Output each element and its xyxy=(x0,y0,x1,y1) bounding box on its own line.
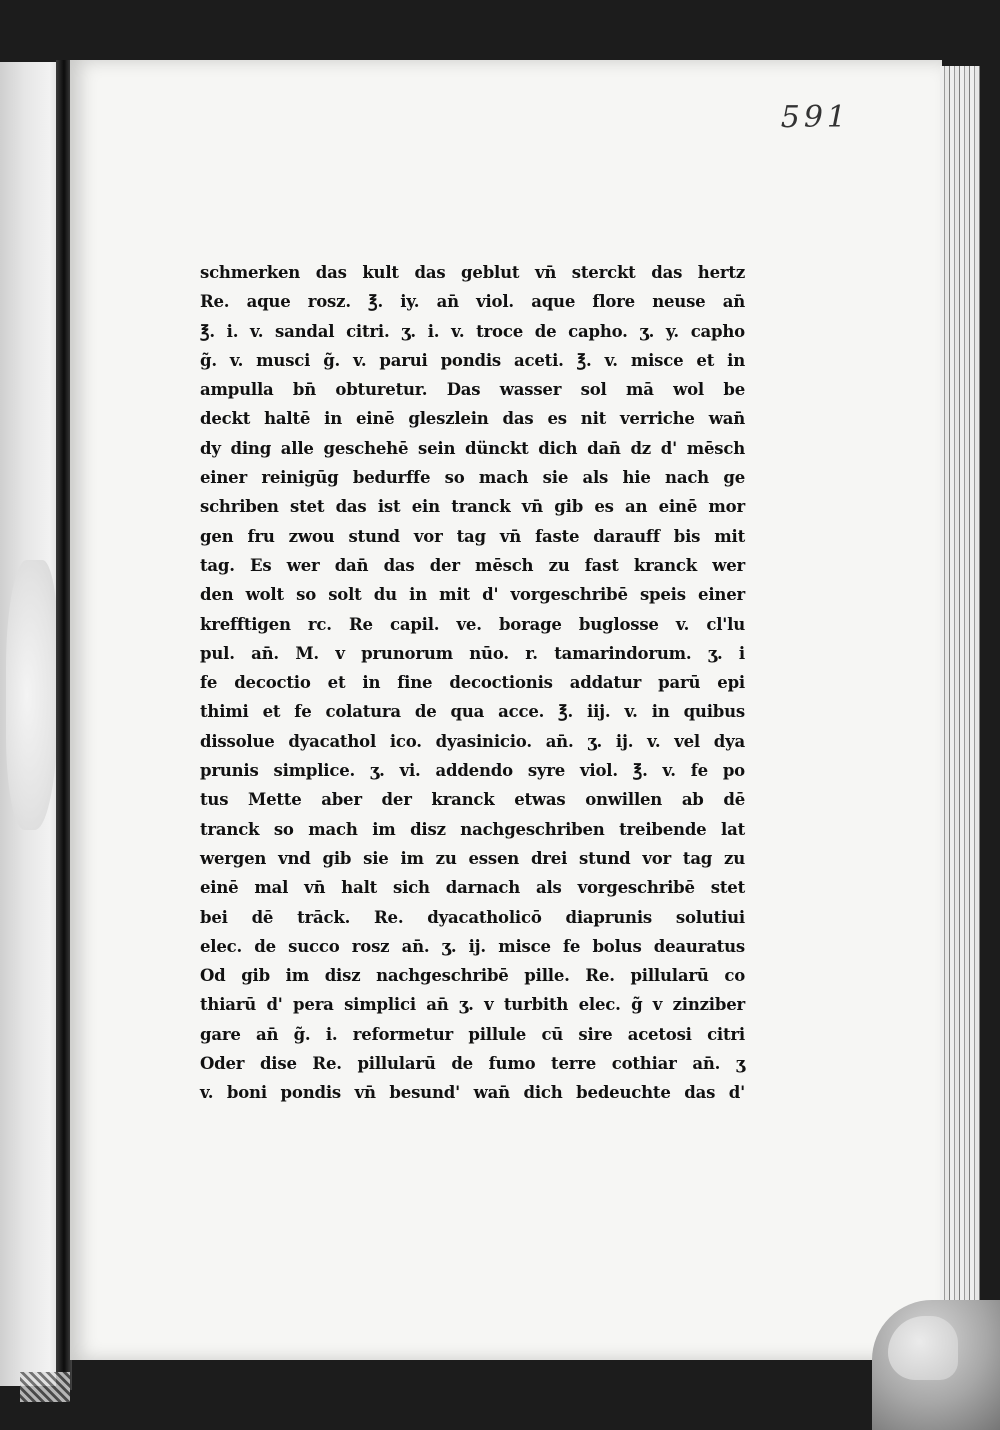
text-line: thimi et fe colatura de qua acce. ℥. iij. v. in quibus xyxy=(200,702,745,722)
binding-corner xyxy=(20,1372,70,1402)
text-line: wergen vnd gib sie im zu essen drei stund vor tag zu xyxy=(200,848,745,868)
text-line: den wolt so solt du in mit d' vorgeschribē speis einer xyxy=(200,585,745,605)
text-line: einer reinigūg bedurffe so mach sie als hie nach ge xyxy=(200,468,745,488)
text-line: gen fru zwou stund vor tag vn̄ faste darauff bis mit xyxy=(200,526,745,546)
text-line: tag. Es wer dan̄ das der mēsch zu fast kranck wer xyxy=(200,555,745,575)
thumbnail xyxy=(888,1316,958,1380)
text-line: ampulla bn̄ obturetur. Das wasser sol mā wol be xyxy=(200,380,745,400)
text-line: Re. aque rosz. ℥. iy. an̄ viol. aque flore neuse an̄ xyxy=(200,292,745,312)
text-line: g̃. v. musci g̃. v. parui pondis aceti. ℥. v. misce et in xyxy=(200,350,745,370)
text-line: prunis simplice. ʒ. vi. addendo syre viol. ℥. v. fe po xyxy=(200,761,745,781)
water-stain xyxy=(6,560,58,830)
text-line: krefftigen rc. Re capil. ve. borage buglosse v. cl'lu xyxy=(200,614,745,634)
text-line: einē mal vn̄ halt sich darnach als vorgeschribē stet xyxy=(200,878,745,898)
text-line: thiarū d' pera simplici an̄ ʒ. v turbith elec. g̃ v zinziber xyxy=(200,995,745,1015)
text-line: dy ding alle geschehē sein dünckt dich dan̄ dz d' mēsch xyxy=(200,438,745,458)
text-line: elec. de succo rosz an̄. ʒ. ij. misce fe bolus deauratus xyxy=(200,936,745,956)
text-line: v. boni pondis vn̄ besund' wan̄ dich bedeuchte das d' xyxy=(200,1083,745,1103)
text-line: dissolue dyacathol ico. dyasinicio. an̄. ʒ. ij. v. vel dya xyxy=(200,731,745,751)
text-line: pul. an̄. M. v prunorum nūo. r. tamarindorum. ʒ. i xyxy=(200,643,745,663)
text-line: schriben stet das ist ein tranck vn̄ gib es an einē mor xyxy=(200,497,745,517)
text-line: gare an̄ g̃. i. reformetur pillule cū sire acetosi citri xyxy=(200,1024,745,1044)
text-line: fe decoctio et in fine decoctionis addatur parū epi xyxy=(200,673,745,693)
page-edges xyxy=(940,66,980,1366)
text-line: tus Mette aber der kranck etwas onwillen ab dē xyxy=(200,790,745,810)
text-block xyxy=(200,258,745,1108)
text-line: Od gib im disz nachgeschribē pille. Re. pillularū co xyxy=(200,966,745,986)
text-line: schmerken das kult das geblut vn̄ sterckt das hertz xyxy=(200,263,745,282)
folio-number: 591 xyxy=(780,100,850,135)
text-line: Oder dise Re. pillularū de fumo terre cothiar an̄. ʒ xyxy=(200,1054,745,1074)
text-line: bei dē trāck. Re. dyacatholicō diaprunis solutiui xyxy=(200,907,745,927)
text-line: deckt haltē in einē gleszlein das es nit verriche wan̄ xyxy=(200,409,745,429)
text-line: tranck so mach im disz nachgeschriben treibende lat xyxy=(200,819,745,839)
text-line: ℥. i. v. sandal citri. ʒ. i. v. troce de capho. ʒ. y. capho xyxy=(200,321,745,341)
